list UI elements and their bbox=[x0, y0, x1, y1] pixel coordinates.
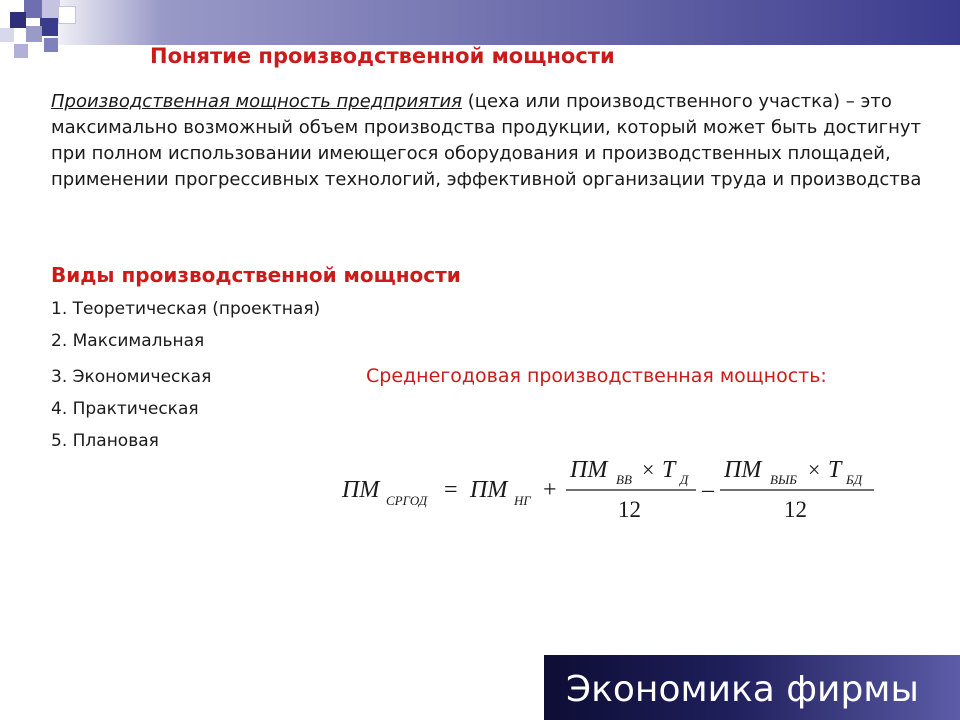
frac1-num-b: Т bbox=[662, 457, 676, 483]
decor-square bbox=[24, 0, 42, 18]
frac2-den: 12 bbox=[784, 497, 807, 522]
frac1-den: 12 bbox=[618, 497, 641, 522]
type-item: 4. Практическая bbox=[51, 399, 199, 419]
definition-text: (цеха или производственного участка) – это максимально возможный объем производства продукции, который может быть достигнут при полном использовании имеющегося оборудования и производственных площадей, применении прогрессивных технологий, эффективной организации труда и производства bbox=[51, 91, 922, 190]
decor-square bbox=[58, 6, 76, 24]
top-decor-band bbox=[0, 0, 960, 45]
avg-capacity-title: Среднегодовая производственная мощность: bbox=[366, 365, 827, 387]
frac2-num-b-sub: БД bbox=[846, 472, 863, 487]
footer-title: Экономика фирмы bbox=[566, 669, 919, 710]
definition-paragraph bbox=[51, 89, 931, 193]
formula-plus: + bbox=[543, 477, 557, 503]
formula-term1-sub: НГ bbox=[514, 493, 531, 508]
decor-square bbox=[0, 28, 14, 42]
decor-square bbox=[44, 38, 58, 52]
frac2-times: × bbox=[808, 457, 821, 482]
frac1-times: × bbox=[642, 457, 655, 482]
formula-minus: – bbox=[702, 477, 714, 503]
formula-equals: = bbox=[444, 477, 458, 503]
types-heading: Виды производственной мощности bbox=[51, 263, 461, 287]
decor-square bbox=[40, 18, 58, 36]
formula-term1: ПМ bbox=[470, 477, 508, 503]
type-item: 1. Теоретическая (проектная) bbox=[51, 299, 321, 319]
frac1-num-a: ПМ bbox=[570, 457, 608, 483]
decor-square bbox=[14, 44, 28, 58]
slide-title: Понятие производственной мощности bbox=[150, 44, 615, 68]
frac1-num-a-sub: ВВ bbox=[616, 472, 632, 487]
frac1-num-b-sub: Д bbox=[680, 472, 689, 487]
type-item: 2. Максимальная bbox=[51, 331, 205, 351]
formula-lhs: ПМ bbox=[342, 477, 380, 503]
decor-square bbox=[10, 12, 26, 28]
frac2-num-a-sub: ВЫБ bbox=[770, 472, 797, 487]
frac2-num-a: ПМ bbox=[724, 457, 762, 483]
definition-term: Производственная мощность предприятия bbox=[51, 91, 462, 112]
avg-capacity-formula bbox=[338, 447, 898, 537]
frac2-num-b: Т bbox=[828, 457, 842, 483]
decor-square bbox=[26, 26, 42, 42]
type-item: 3. Экономическая bbox=[51, 367, 212, 387]
type-item: 5. Плановая bbox=[51, 431, 159, 451]
formula-lhs-sub: СРГОД bbox=[386, 493, 428, 508]
